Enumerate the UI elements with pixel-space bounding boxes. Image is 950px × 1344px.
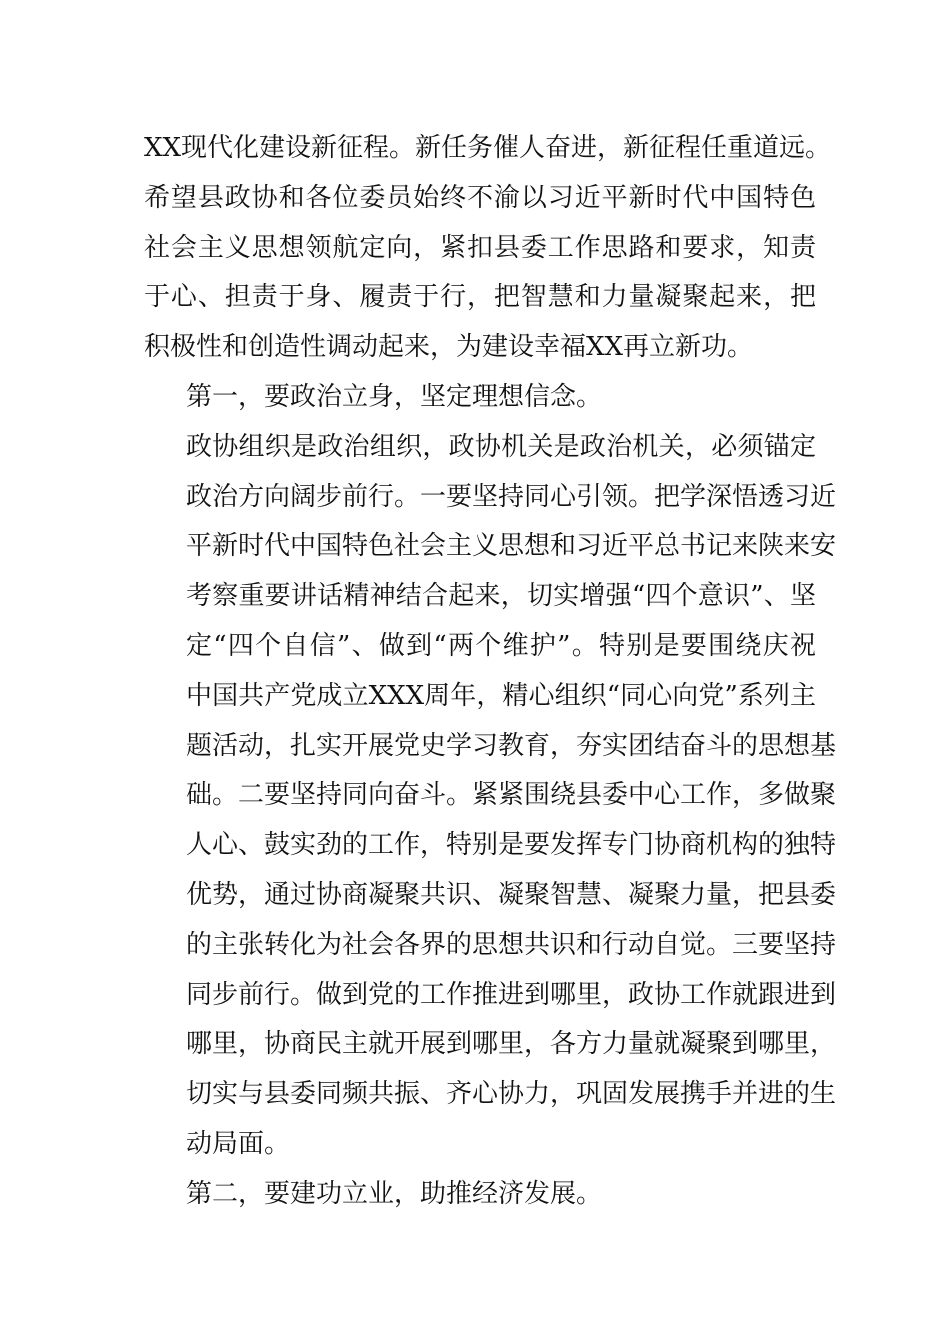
text-line: 社会主义思想领航定向，紧扣县委工作思路和要求，知责 [144,232,816,263]
text-line: 于心、担责于身、履责于行，把智慧和力量凝聚起来，把 [144,282,816,313]
text-line: 平新时代中国特色社会主义思想和习近平总书记来陕来安 [186,531,837,562]
paragraph-p1 [144,124,832,373]
paragraph-p3 [144,423,837,1170]
text-line: 优势，通过协商凝聚共识、凝聚智慧、凝聚力量，把县委 [186,879,837,910]
text-line: 的主张转化为社会各界的思想共识和行动自觉。三要坚持 [186,929,837,960]
text-line: 积极性和创造性调动起来，为建设幸福XX再立新功。 [144,332,754,363]
text-line: 题活动，扎实开展党史学习教育，夯实团结奋斗的思想基 [186,730,837,761]
text-line: 希望县政协和各位委员始终不渝以习近平新时代中国特色 [144,182,816,213]
text-line: 同步前行。做到党的工作推进到哪里，政协工作就跟进到 [186,979,837,1010]
text-line: 政治方向阔步前行。一要坚持同心引领。把学深悟透习近 [186,481,837,512]
text-line: 考察重要讲话精神结合起来，切实增强“四个意识”、坚 [186,581,816,612]
text-line: 人心、鼓实劲的工作，特别是要发挥专门协商机构的独特 [186,830,837,861]
text-line: 动局面。 [186,1128,291,1159]
text-line: 政协组织是政治组织，政协机关是政治机关，必须锚定 [186,431,816,462]
text-line: 哪里，协商民主就开展到哪里，各方力量就凝聚到哪里， [186,1029,837,1060]
paragraph-p4 [144,1170,816,1220]
text-line: 中国共产党成立XXX周年，精心组织“同心向党”系列主 [186,680,816,711]
text-line: XX现代化建设新征程。新任务催人奋进，新征程任重道远。 [144,133,832,163]
paragraph-p2 [144,373,816,423]
text-line: 第二，要建功立业，助推经济发展。 [186,1178,603,1209]
text-line: 础。二要坚持同向奋斗。紧紧围绕县委中心工作，多做聚 [186,780,837,811]
document-body [144,124,837,1220]
text-line: 定“四个自信”、做到“两个维护”。特别是要围绕庆祝 [186,630,816,661]
text-line: 第一，要政治立身，坚定理想信念。 [186,381,603,412]
text-line: 切实与县委同频共振、齐心协力，巩固发展携手并进的生 [186,1079,837,1110]
